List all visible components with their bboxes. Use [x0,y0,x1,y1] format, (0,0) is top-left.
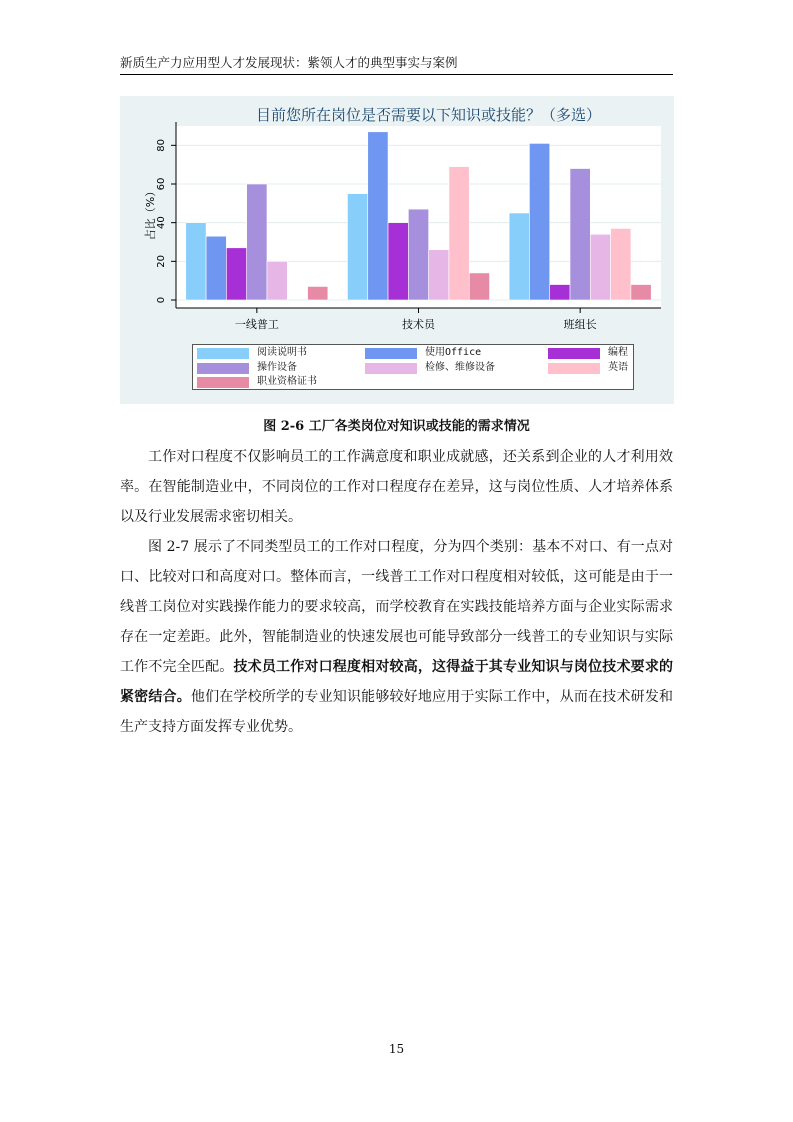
bar [590,234,610,300]
bar [509,213,529,300]
legend-swatch [365,348,417,359]
bar [429,250,449,300]
paragraph-2-bold: 技术员工作对口程度相对较高，这得益于其专业知识与岗位技术要求的紧密结合。 [120,659,674,705]
legend-label: 操作设备 [257,361,297,373]
paragraph-2 [120,532,673,742]
paragraph-1: 工作对口程度不仅影响员工的工作满意度和职业成就感，还关系到企业的人才利用效率。在智能制造业中，不同岗位的工作对口程度存在差异，这与岗位性质、人才培养体系以及行业发展需求密切相关。 [120,449,673,525]
legend-swatch [365,363,417,374]
bar [631,285,651,300]
legend-label: 编程 [608,347,628,358]
legend-swatch [548,348,600,359]
body-text [120,442,673,742]
figure-2-6 [120,96,674,404]
legend-swatch [197,377,249,388]
chart-title: 目前您所在岗位是否需要以下知识或技能？（多选） [255,106,602,124]
bar [611,228,631,300]
legend-label: 英语 [608,361,628,373]
y-axis-label: 占比（%） [144,185,157,241]
legend-label: 职业资格证书 [257,376,317,387]
legend-label: 使用Office [425,347,482,358]
x-tick-label: 一线普工 [234,318,279,331]
paragraph-2-text: 图 2-7 展示了不同类型员工的工作对口程度，分为四个类别：基本不对口、有一点对口、比较对口和高度对口。整体而言，一线普工工作对口程度相对较低，这可能是由于一线普工岗位对实践操作能力的要求较高，而学校教育在实践技能培养方面与企业实际需求存在一定差距。此外，智能制造业的快速发展也可能导致部分一线普工的专业知识与实际工作不完全匹配。 [120,539,673,675]
chart-legend [192,344,634,390]
y-tick-label: 60 [156,177,167,191]
bar [570,169,590,300]
page-number: 15 [388,1042,405,1056]
y-tick-label: 0 [156,296,167,304]
bar [469,273,489,300]
bar [308,286,328,300]
bar [408,209,428,300]
bar [550,285,570,300]
legend-swatch [548,363,600,374]
bar [449,167,469,300]
bar [226,248,246,300]
legend-label: 阅读说明书 [257,347,307,358]
running-header-title: 新质生产力应用型人才发展现状：紫领人才的典型事实与案例 [120,55,458,70]
legend-swatch [197,363,249,374]
x-tick-label: 班组长 [563,318,597,331]
bar [347,194,367,300]
bar [186,223,206,300]
bar [206,236,226,300]
bar [529,143,549,300]
bar [368,132,388,300]
bar [267,261,287,300]
legend-label: 检修、维修设备 [425,361,495,373]
y-tick-label: 40 [156,216,167,230]
y-tick-label: 80 [156,138,167,152]
running-header [120,54,673,75]
figure-caption: 图 2-6 工厂各类岗位对知识或技能的需求情况 [263,419,530,434]
legend-swatch [197,348,249,359]
bar [388,223,408,300]
y-tick-label: 20 [156,254,167,268]
bar [247,184,267,300]
paragraph-2-text-end: 他们在学校所学的专业知识能够较好地应用于实际工作中，从而在技术研发和生产支持方面发挥专业优势。 [120,689,673,735]
x-tick-label: 技术员 [402,318,435,331]
